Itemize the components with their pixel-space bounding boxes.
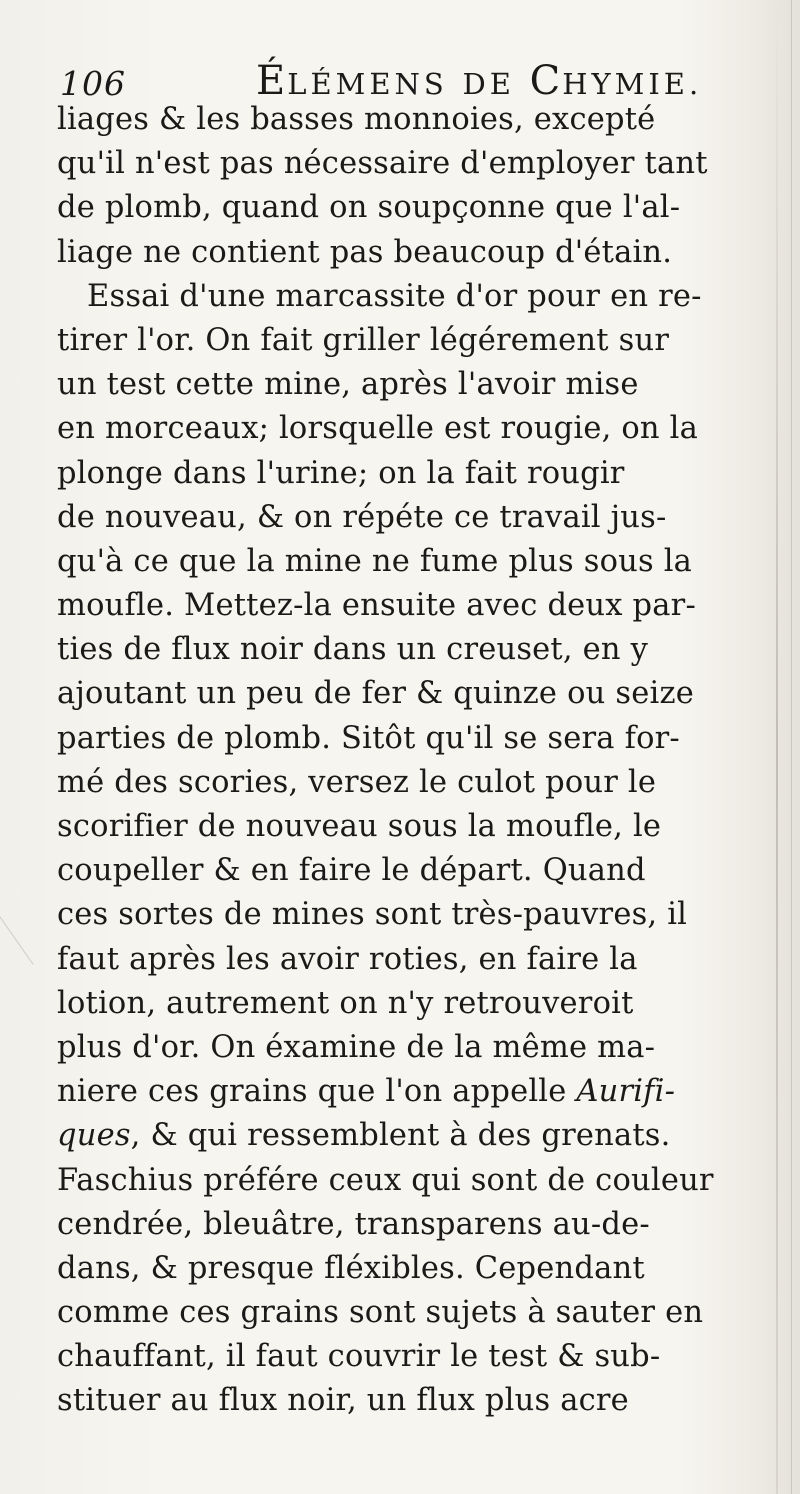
- italic-term: ques: [57, 1118, 131, 1154]
- text-line: ties de flux noir dans un creuset, en y: [57, 632, 649, 668]
- page-number: 106: [60, 64, 126, 103]
- text-line: scorifier de nouveau sous la moufle, le: [57, 809, 662, 844]
- text-line: de nouveau, & on répéte ce travail jus-: [57, 499, 667, 535]
- text-line-with-italic: [57, 1070, 767, 1114]
- text-line: tirer l'or. On fait griller légérement sur: [57, 322, 670, 358]
- running-title-part-2: HYMIE.: [562, 67, 703, 101]
- text-line: plonge dans l'urine; on la fait rougir: [57, 455, 625, 491]
- text-line: de plomb, quand on soupçonne que l'al-: [57, 190, 681, 226]
- text-line: parties de plomb. Sitôt qu'il se sera for-: [57, 720, 680, 756]
- running-title-part-1: LÉMENS: [287, 67, 448, 101]
- running-title-initial-2: C: [529, 58, 563, 104]
- body-text: [57, 98, 767, 1424]
- text-line: stituer au flux noir, un flux plus acre: [57, 1383, 629, 1419]
- text-line: qu'à ce que la mine ne fume plus sous la: [57, 543, 693, 579]
- text-line: plus d'or. On éxamine de la même ma-: [57, 1029, 656, 1065]
- text-line: mé des scories, versez le culot pour le: [57, 764, 657, 800]
- page-edge-shadow: [776, 0, 778, 1494]
- text-line-part: niere ces grains que l'on appelle: [57, 1074, 577, 1110]
- text-line: liage ne contient pas beaucoup d'étain.: [57, 234, 673, 270]
- text-line: ajoutant un peu de fer & quinze ou seize: [57, 676, 694, 712]
- text-line: ces sortes de mines sont très-pauvres, il: [57, 897, 688, 933]
- text-line: en morceaux; lorsquelle est rougie, on la: [57, 411, 699, 447]
- text-line: moufle. Mettez-la ensuite avec deux par-: [57, 588, 696, 624]
- running-title-de: DE: [462, 67, 515, 101]
- text-line-part: , & qui ressemblent à des grenats.: [130, 1118, 671, 1154]
- text-line-paragraph-start: Essai d'une marcassite d'or pour en re-: [87, 278, 702, 314]
- text-line: un test cette mine, après l'avoir mise: [57, 367, 639, 403]
- text-line: dans, & presque fléxibles. Cependant: [57, 1250, 645, 1286]
- italic-term: Aurifi-: [576, 1074, 676, 1110]
- text-line: Faschius préfére ceux qui sont de couleur: [57, 1162, 714, 1198]
- text-line: qu'il n'est pas nécessaire d'employer tant: [57, 146, 708, 182]
- text-line: lotion, autrement on n'y retrouveroit: [57, 985, 634, 1021]
- text-line: chauffant, il faut couvrir le test & sub-: [57, 1339, 661, 1375]
- running-title-initial-1: É: [256, 58, 288, 104]
- text-line: coupeller & en faire le départ. Quand: [57, 853, 646, 889]
- text-line: faut après les avoir roties, en faire la: [57, 941, 638, 977]
- text-line-with-italic: [57, 1114, 767, 1158]
- text-line: comme ces grains sont sujets à sauter en: [57, 1295, 704, 1331]
- text-line: cendrée, bleuâtre, transparens au-de-: [57, 1206, 650, 1242]
- text-line: liages & les basses monnoies, excepté: [57, 102, 656, 137]
- page-edge-line: [791, 0, 792, 1494]
